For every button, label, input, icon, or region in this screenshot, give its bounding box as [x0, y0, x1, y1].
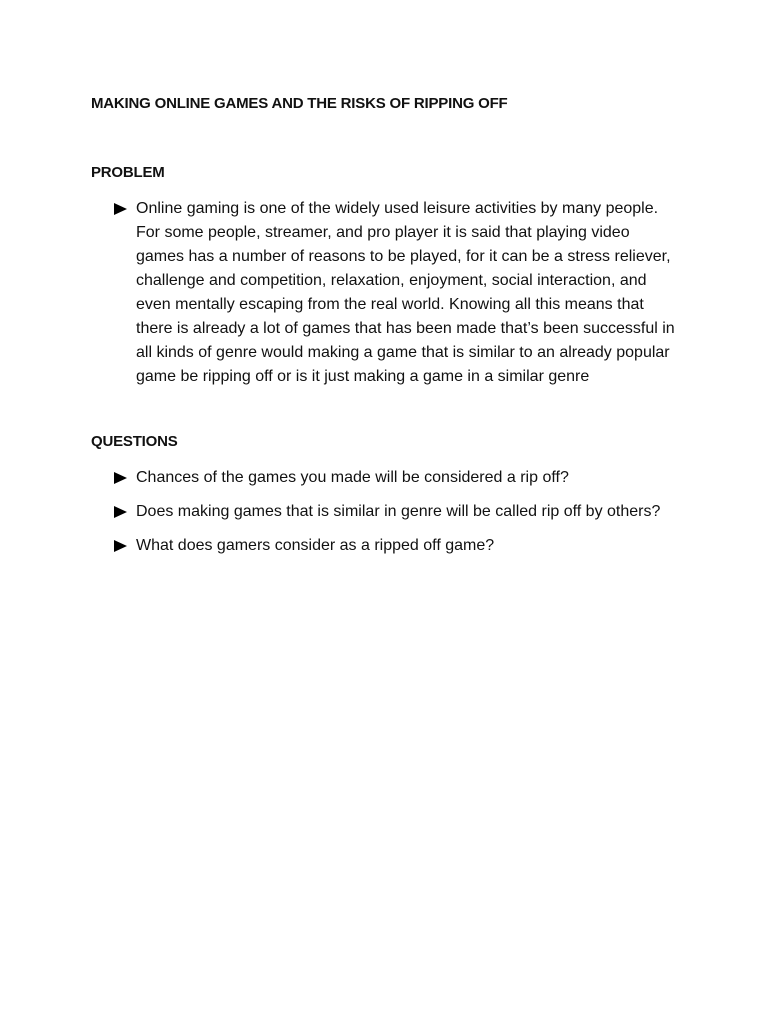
question-item-text: Does making games that is similar in genre will be called rip off by others? [136, 503, 661, 520]
questions-list [114, 466, 694, 568]
right-triangle-arrow-icon [114, 203, 127, 215]
question-item [114, 500, 694, 524]
problem-item [114, 197, 681, 389]
problem-heading: PROBLEM [91, 164, 165, 181]
right-triangle-arrow-icon [114, 472, 127, 484]
document-title: MAKING ONLINE GAMES AND THE RISKS OF RIPPING OFF [91, 95, 508, 112]
question-item [114, 534, 694, 558]
question-item [114, 466, 694, 490]
right-triangle-arrow-icon [114, 506, 127, 518]
right-triangle-arrow-icon [114, 540, 127, 552]
question-item-text: What does gamers consider as a ripped off game? [136, 537, 495, 554]
problem-list [114, 197, 694, 389]
problem-item-text: Online gaming is one of the widely used leisure activities by many people. For some people, streamer, and pro player it is said that playing video games has a number of reasons to be played, for it can be a stress reliever, challenge and competition, relaxation, enjoyment, social interaction, and even mentally escaping from the real world. Knowing all this means that there is already a lot of games that has been made that’s been successful in all kinds of genre would making a game that is similar to an already popular game be ripping off or is it just making a game in a similar genre [136, 200, 675, 385]
question-item-text: Chances of the games you made will be considered a rip off? [136, 469, 569, 486]
questions-heading: QUESTIONS [91, 433, 178, 450]
